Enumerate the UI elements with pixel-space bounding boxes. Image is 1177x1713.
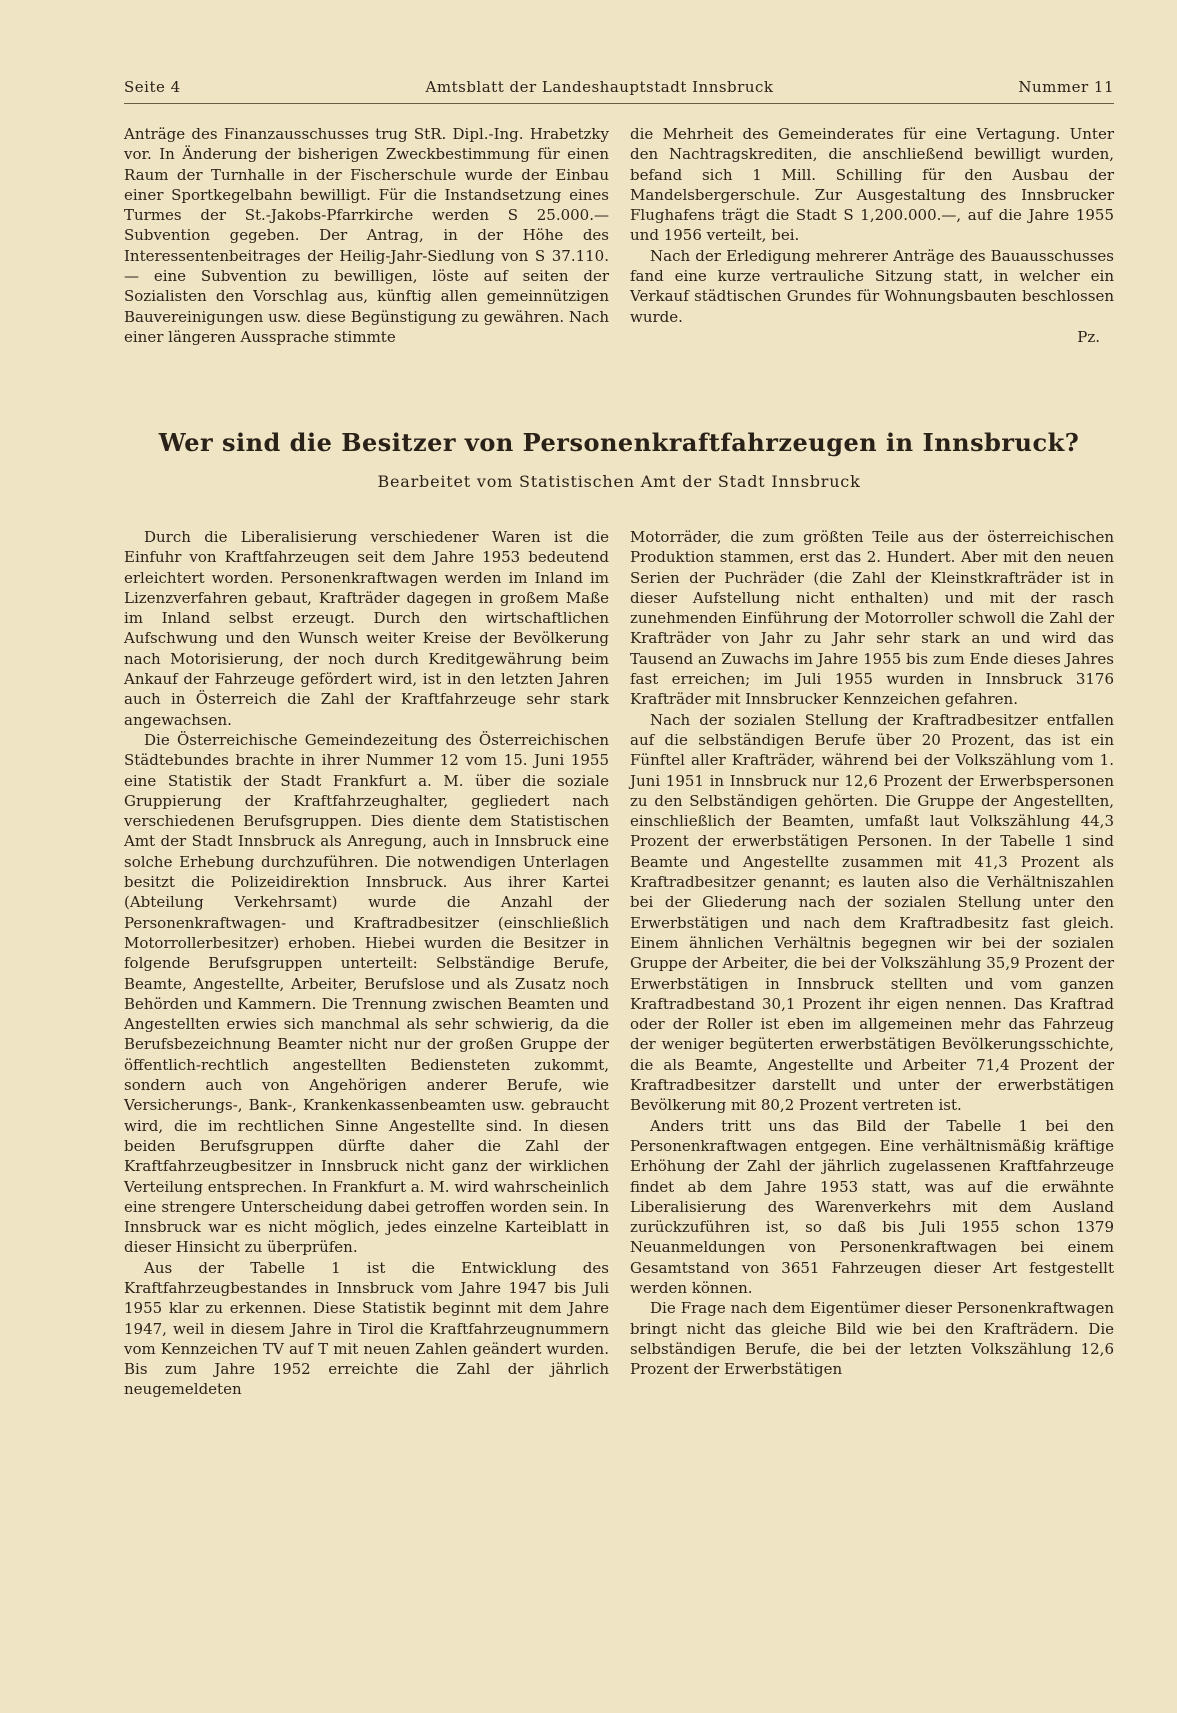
- council-report-paragraph: die Mehrheit des Gemeinderates für eine Vertagung. Unter den Nachtragskrediten, die anschließend bewilligt wurden, befand sich 1 Mill. Schilling für den Ausbau der Mandelsbergerschule. Zur Ausgestaltung des Innsbrucker Flughafens trägt die Stadt S 1,200.000.—, auf die Jahre 1955 und 1956 verteilt, bei.: [630, 125, 1114, 245]
- council-report-left-column: [124, 124, 609, 347]
- page-header: [124, 76, 1114, 98]
- article-paragraph: Durch die Liberalisierung verschiedener Waren ist die Einfuhr von Kraftfahrzeugen seit dem Jahre 1953 bedeutend erleichtert worden. Personenkraftwagen werden im Inland im Lizenzverfahren gebaut, Krafträder dagegen in großem Maße im Inland selbst erzeugt. Durch den wirtschaftlichen Aufschwung und den Wunsch weiter Kreise der Bevölkerung nach Motorisierung, der noch durch Kreditgewährung beim Ankauf der Fahrzeuge gefördert wird, ist in den letzten Jahren auch in Österreich die Zahl der Kraftfahrzeuge sehr stark angewachsen.: [124, 528, 609, 729]
- article-subtitle: Bearbeitet vom Statistischen Amt der Stadt Innsbruck: [377, 472, 861, 491]
- page-number: Seite 4: [124, 78, 181, 96]
- article-paragraph: Anders tritt uns das Bild der Tabelle 1 bei den Personenkraftwagen entgegen. Eine verhältnismäßig kräftige Erhöhung der Zahl der jährlich zugelassenen Kraftfahrzeuge findet ab dem Jahre 1953 statt, was auf die erwähnte Liberalisierung des Warenverkehrs mit dem Ausland zurückzuführen ist, so daß bis Juli 1955 schon 1379 Neuanmeldungen von Personenkraftwagen bei einem Gesamtstand von 3651 Fahrzeugen dieser Art festgestellt werden können.: [630, 1116, 1114, 1297]
- publication-title: Amtsblatt der Landeshauptstadt Innsbruck: [425, 78, 774, 96]
- issue-number: Nummer 11: [1018, 78, 1114, 96]
- council-report-paragraph: Nach der Erledigung mehrerer Anträge des Bauausschusses fand eine kurze vertrauliche Sitzung statt, in welcher ein Verkauf städtischen Grundes für Wohnungsbauten beschlossen wurde.: [630, 246, 1114, 326]
- article-left-column: [124, 527, 609, 1400]
- council-report-paragraph: Anträge des Finanzausschusses trug StR. Dipl.-Ing. Hrabetzky vor. In Änderung der bisherigen Zweckbestimmung für einen Raum der Turnhalle in der Fischerschule wurde der Einbau einer Sportkegelbahn bewilligt. Für die Instandsetzung eines Turmes der St.-Jakobs-Pfarrkirche werden S 25.000.— Subvention gegeben. Der Antrag, in der Höhe des Interessentenbeitrages der Heilig-Jahr-Siedlung von S 37.110.— eine Subvention zu bewilligen, löste auf seiten der Sozialisten den Vorschlag aus, künftig allen gemeinnützigen Bauvereinigungen usw. diese Begünstigung zu gewähren. Nach einer längeren Aussprache stimmte: [124, 125, 609, 346]
- article-paragraph: Nach der sozialen Stellung der Kraftradbesitzer entfallen auf die selbständigen Berufe über 20 Prozent, das ist ein Fünftel aller Krafträder, während bei der Volkszählung vom 1. Juni 1951 in Innsbruck nur 12,6 Prozent der Erwerbspersonen zu den Selbständigen gehörten. Die Gruppe der Angestellten, einschließlich der Beamten, umfaßt laut Volkszählung 44,3 Prozent der erwerbstätigen Personen. In der Tabelle 1 sind Beamte und Angestellte zusammen mit 41,3 Prozent als Kraftradbesitzer genannt; es lauten also die Verhältniszahlen bei der Gliederung nach der sozialen Stellung unter den Erwerbstätigen und nach dem Kraftradbesitz fast gleich. Einem ähnlichen Verhältnis begegnen wir bei der sozialen Gruppe der Arbeiter, die bei der Volkszählung 35,9 Prozent der Erwerbstätigen in Innsbruck stellten und vom ganzen Kraftradbestand 30,1 Prozent ihr eigen nennen. Das Kraftrad oder der Roller ist eben im allgemeinen mehr das Fahrzeug der weniger begüterten erwerbstätigen Bevölkerungsschichte, die als Beamte, Angestellte und Arbeiter 71,4 Prozent der Kraftradbesitzer darstellt und unter der erwerbstätigen Bevölkerung mit 80,2 Prozent vertreten ist.: [630, 710, 1114, 1115]
- council-report-right-column: [630, 124, 1114, 347]
- article-paragraph: Aus der Tabelle 1 ist die Entwicklung des Kraftfahrzeugbestandes in Innsbruck vom Jahre 1947 bis Juli 1955 klar zu erkennen. Diese Statistik beginnt mit dem Jahre 1947, weil in diesem Jahre in Tirol die Kraftfahrzeugnummern vom Kennzeichen TV auf T mit neuen Zahlen geändert wurden. Bis zum Jahre 1952 erreichte die Zahl der jährlich neugemeldeten: [124, 1258, 609, 1399]
- article-paragraph: Die Österreichische Gemeindezeitung des Österreichischen Städtebundes brachte in ihrer Nummer 12 vom 15. Juni 1955 eine Statistik der Stadt Frankfurt a. M. über die soziale Gruppierung der Kraftfahrzeughalter, gegliedert nach verschiedenen Berufsgruppen. Dies diente dem Statistischen Amt der Stadt Innsbruck als Anregung, auch in Innsbruck eine solche Erhebung durchzuführen. Die notwendigen Unterlagen besitzt die Polizeidirektion Innsbruck. Aus ihrer Kartei (Abteilung Verkehrsamt) wurde die Anzahl der Personenkraftwagen- und Kraftradbesitzer (einschließlich Motorrollerbesitzer) erhoben. Hiebei wurden die Besitzer in folgende Berufsgruppen unterteilt: Selbständige Berufe, Beamte, Angestellte, Arbeiter, Berufslose und als Zusatz noch Behörden und Kammern. Die Trennung zwischen Beamten und Angestellten erwies sich manchmal als sehr schwierig, da die Berufsbezeichnung Beamter nicht nur der großen Gruppe der öffentlich-rechtlich angestellten Bediensteten zukommt, sondern auch von Angehörigen anderer Berufe, wie Versicherungs-, Bank-, Krankenkassenbeamten usw. gebraucht wird, die im rechtlichen Sinne Angestellte sind. In diesen beiden Berufsgruppen dürfte daher die Zahl der Kraftfahrzeugbesitzer in Innsbruck nicht ganz der wirklichen Verteilung entsprechen. In Frankfurt a. M. wird wahrscheinlich eine strengere Unterscheidung dabei getroffen worden sein. In Innsbruck war es nicht möglich, jedes einzelne Karteiblatt in dieser Hinsicht zu überprüfen.: [124, 730, 609, 1257]
- header-divider: [124, 103, 1114, 104]
- article-title: Wer sind die Besitzer von Personenkraftfahrzeugen in Innsbruck?: [158, 428, 1080, 457]
- article-right-column: [630, 527, 1114, 1379]
- author-signature: Pz.: [1077, 327, 1100, 346]
- article-paragraph: Die Frage nach dem Eigentümer dieser Personenkraftwagen bringt nicht das gleiche Bild wie bei den Krafträdern. Die selbständigen Berufe, die bei der letzten Volkszählung 12,6 Prozent der Erwerbstätigen: [630, 1299, 1114, 1379]
- article-paragraph: Motorräder, die zum größten Teile aus der österreichischen Produktion stammen, erst das 2. Hundert. Aber mit den neuen Serien der Puchräder (die Zahl der Kleinstkrafträder ist in dieser Aufstellung nicht enthalten) und mit der rasch zunehmenden Einführung der Motorroller schwoll die Zahl der Krafträder von Jahr zu Jahr sehr stark an und wird das Tausend an Zuwachs im Jahre 1955 bis zum Ende dieses Jahres fast erreichen; im Juli 1955 wurden in Innsbruck 3176 Krafträder mit Innsbrucker Kennzeichen gefahren.: [630, 528, 1114, 709]
